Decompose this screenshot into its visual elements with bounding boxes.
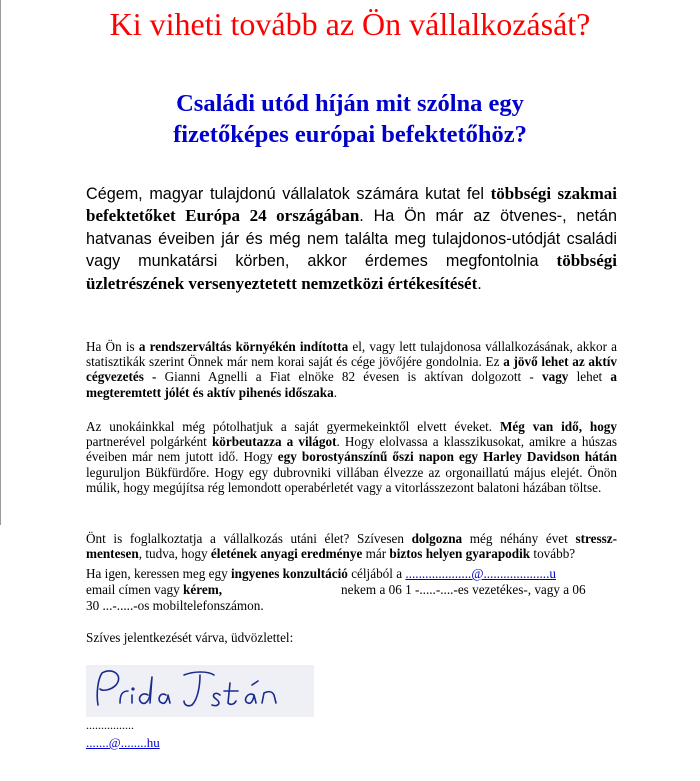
email-link[interactable]: ....................@....................u (405, 566, 556, 581)
handwritten-signature (86, 665, 314, 717)
contact-bold: kérem, (183, 582, 222, 597)
paragraph-text: leguruljon Bükfürdőre. Hogy egy dubrovniki villában élvezze az orgonaillatú május elejét. Önön múlik, hogy megújítsa rég lemondott operabérletét vagy a vitorlásszezont balatoni házában töltse. (86, 464, 617, 495)
paragraph-lifestyle (86, 419, 617, 495)
page-title: Ki viheti tovább az Ön vállalkozását? (109, 6, 591, 42)
intro-bold: többségi szakmai befektetőket Európa 24 országában (86, 184, 617, 226)
contact-text: céljából a (347, 566, 406, 581)
contact-line-2 (86, 582, 222, 597)
intro-text: Cégem, magyar tulajdonú vállalatok számára kutat fel (86, 185, 491, 203)
footer-dots: ................ (86, 718, 134, 732)
subtitle-line-1: Családi utód híján mit szólna egy (176, 90, 524, 117)
page-subtitle (100, 88, 600, 150)
paragraph-bold: stressz-mentesen (86, 531, 617, 562)
paragraph-bold: a megteremtett jólét és aktív pihenés időszaka (86, 369, 618, 400)
paragraph-text: még néhány évet (462, 531, 576, 546)
subtitle-line-2: fizetőképes európai befektetőhöz? (173, 121, 527, 148)
paragraph-bold: dolgozna (411, 531, 463, 546)
paragraph-bold: életének anyagi eredménye (210, 546, 363, 562)
contact-line-3: 30 ...-.....-os mobiltelefonszámon. (86, 598, 264, 613)
contact-bold: ingyenes konzultáció (231, 566, 348, 581)
paragraph-bold: biztos helyen gyarapodik (389, 546, 531, 562)
paragraph-text: , tudva, hogy (138, 546, 211, 562)
paragraph-text: tovább? (530, 546, 576, 562)
intro-paragraph (86, 183, 617, 295)
paragraph-text: már (362, 546, 390, 562)
paragraph-text: Gianni Agnelli a Fiat elnöke 82 évesen is aktívan dolgozott - (156, 369, 542, 385)
paragraph-bold: egy borostyánszínű őszi napon egy Harley Davidson hátán (277, 449, 617, 465)
paragraph-question (86, 531, 617, 561)
paragraph-bold: Még van idő, hogy (499, 419, 617, 434)
paragraph-bold: a rendszerváltás környékén indította (138, 339, 349, 354)
left-border-line (0, 0, 1, 525)
paragraph-text: partnerével polgárként (86, 434, 212, 450)
paragraph-text: el, vagy lett tulajdonosa vállalkozásának, akkor a statisztikák szerint Önnek már nem korai saját és cége jövőjére gondolnia. Ez (86, 339, 617, 370)
intro-text: . (477, 274, 482, 293)
signature-image (86, 665, 314, 717)
paragraph-bold: a jövő lehet az aktív cégvezetés - (86, 354, 618, 385)
contact-text: Ha igen, keressen meg egy (86, 566, 232, 581)
closing-greeting: Szíves jelentkezését várva, üdvözlettel: (86, 630, 294, 645)
paragraph-text: . (333, 384, 338, 400)
paragraph-text: . Hogy elolvassa a klasszikusokat, amikre a húszas éveiben már nem jutott idő. Hogy (86, 434, 617, 465)
paragraph-text: Ha Ön is (86, 339, 139, 354)
paragraph-text: Önt is foglalkoztatja a vállalkozás utáni élet? Szívesen (86, 531, 412, 546)
intro-text: . Ha Ön már az ötvenes-, netán hatvanas éveiben jár és még nem találta meg tulajdonos-utódját családi vagy munkatársi körben, akkor érdemes megfontolnia (86, 207, 617, 271)
intro-bold: többségi üzletrészének versenyeztetett nemzetközi értékesítését (86, 251, 617, 293)
contact-text: email címen vagy (86, 582, 184, 597)
paragraph-text: lehet (568, 369, 611, 385)
contact-line-1 (86, 566, 556, 581)
paragraph-bold: körbeutazza a világot (211, 434, 337, 450)
footer-email-link[interactable]: .......@........hu (86, 735, 160, 750)
paragraph-text: Az unokáinkkal még pótolhatjuk a saját gyermekeinktől elvett éveket. (86, 419, 500, 434)
paragraph-retirement (86, 339, 617, 400)
contact-phone-text: nekem a 06 1 -.....-....-es vezetékes-, vagy a 06 (341, 582, 586, 597)
paragraph-bold: vagy (542, 369, 569, 385)
